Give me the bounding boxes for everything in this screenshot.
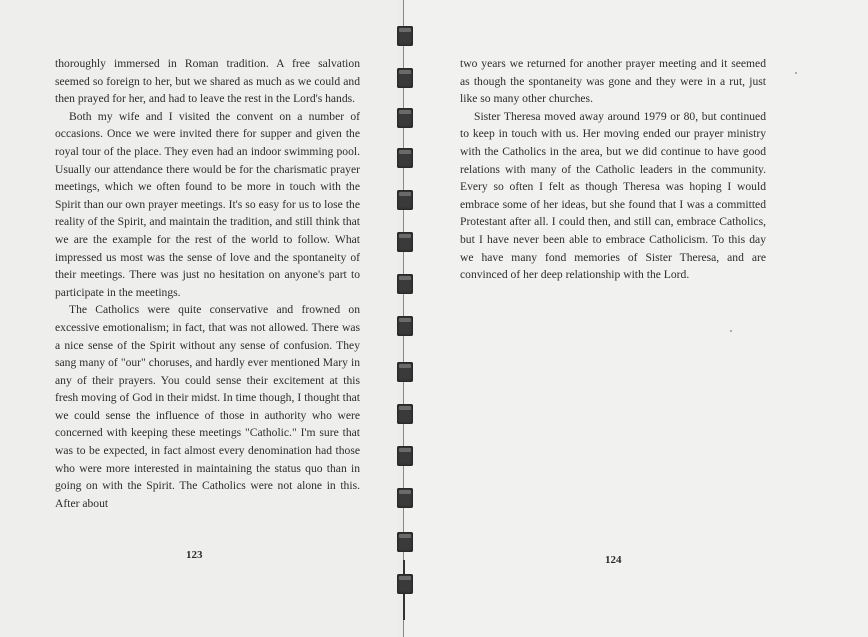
spiral-ring-icon (397, 446, 413, 466)
right-page-text (460, 55, 766, 284)
spiral-ring-icon (397, 68, 413, 88)
spiral-ring-icon (397, 532, 413, 552)
paragraph: thoroughly immersed in Roman tradition. A free salvation seemed so foreign to her, but we shared as much as we could and then prayed for her, and had to leave the rest in the Lord's hands. (55, 57, 360, 106)
spiral-ring-icon (397, 574, 413, 594)
paragraph: The Catholics were quite conservative and frowned on excessive emotionalism; in fact, that was not allowed. There was a nice sense of the Spirit without any sense of confusion. They sang many of "our" choruses, and hardly ever mentioned Mary in any of their prayers. You could sense their excitement at this fresh moving of God in their midst. In time though, I thought that we could sense the influence of those in authority who were concerned with keeping these meetings "Catholic." I'm sure that was to be expected, in fact almost every denomination had those who were more interested in maintaining the status quo than in going on with the Spirit. The Catholics were not alone in this. After about (55, 303, 360, 510)
spiral-ring-icon (397, 404, 413, 424)
paper-speck (730, 330, 732, 332)
paragraph: Both my wife and I visited the convent on a number of occasions. Once we were invited there for supper and given the royal tour of the place. They even had an indoor swimming pool. Usually our attendance there would be for the charismatic prayer meetings, which we often found to be more in touch with the Spirit than our own prayer meetings. It's so easy for us to lose the reality of the Spirit, and maintain the tradition, and still think that we are the example for the rest of the world to follow. What impressed us most was the sense of love and the spontaneity of their meetings. There was just no hesitation on anyone's part to participate in the meetings. (55, 109, 360, 299)
spiral-ring-icon (397, 190, 413, 210)
spiral-ring-icon (397, 274, 413, 294)
page-number-right: 124 (605, 554, 622, 566)
page-number-left: 123 (186, 549, 203, 561)
spiral-ring-icon (397, 362, 413, 382)
spiral-ring-icon (397, 316, 413, 336)
spiral-ring-icon (397, 148, 413, 168)
spiral-ring-icon (397, 232, 413, 252)
spiral-ring-icon (397, 26, 413, 46)
paper-speck (795, 72, 797, 74)
spiral-ring-icon (397, 488, 413, 508)
paragraph: two years we returned for another prayer meeting and it seemed as though the spontaneity was gone and they were in a rut, just like so many other churches. (460, 57, 766, 106)
paragraph: Sister Theresa moved away around 1979 or 80, but continued to keep in touch with us. Her moving ended our prayer ministry with the Catholics in the area, but we did continue to have good relations with many of the Catholic leaders in the community. Every so often I felt as though Theresa was hoping I would embrace some of her ideas, but she found that I was a committed Protestant after all. I could then, and still can, embrace Catholics, but I have never been able to embrace Catholicism. To this day we have many fond memories of Sister Theresa, and are convinced of her deep relationship with the Lord. (460, 109, 766, 282)
left-page-text (55, 55, 360, 512)
spiral-ring-icon (397, 108, 413, 128)
